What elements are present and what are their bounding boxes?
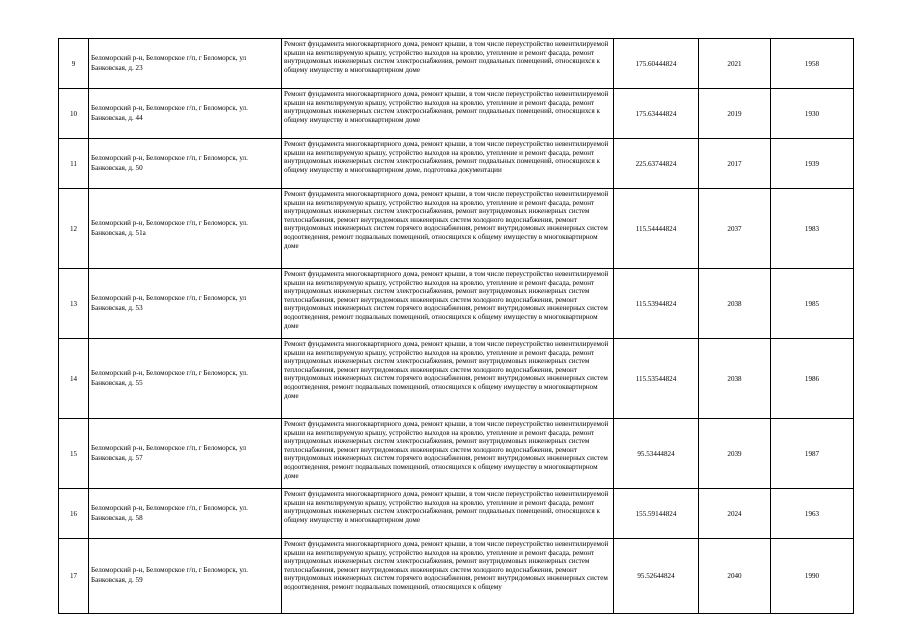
year-cell: 2021	[699, 39, 771, 89]
value-cell: 115.54444824	[614, 189, 699, 269]
table-row	[59, 419, 854, 489]
works-cell: Ремонт фундамента многоквартирного дома, ремонт крыши, в том числе переустройство невентилируемой крыши на вентилируемую крышу, устройство выходов на кровлю, утепление и ремонт фасада, ремонт внутридомовых инженерных систем электроснабжения, ремонт внутридомовых инженерных систем теплоснабжения, ремонт внутридомовых инженерных систем холодного водоснабжения, ремонт внутридомовых инженерных систем горячего водоснабжения, ремонт внутридомовых инженерных систем водоотведения, ремонт подвальных помещений, относящихся к общему имуществу в многоквартирном доме	[282, 189, 614, 269]
row-number: 12	[59, 189, 89, 269]
year-cell: 2039	[699, 419, 771, 489]
built-year-cell: 1990	[771, 539, 854, 614]
row-number: 11	[59, 139, 89, 189]
address-cell: Беломорский р-н, Беломорское г/п, г Беломорск, ул. Банковская, д. 59	[89, 539, 282, 614]
value-cell: 95.52644824	[614, 539, 699, 614]
works-cell: Ремонт фундамента многоквартирного дома, ремонт крыши, в том числе переустройство невентилируемой крыши на вентилируемую крышу, устройство выходов на кровлю, утепление и ремонт фасада, ремонт внутридомовых инженерных систем электроснабжения, ремонт подвальных помещений, относящихся к общему имуществу в многоквартирном доме	[282, 39, 614, 89]
built-year-cell: 1986	[771, 339, 854, 419]
table-row	[59, 269, 854, 339]
works-cell: Ремонт фундамента многоквартирного дома, ремонт крыши, в том числе переустройство невентилируемой крыши на вентилируемую крышу, устройство выходов на кровлю, утепление и ремонт фасада, ремонт внутридомовых инженерных систем электроснабжения, ремонт внутридомовых инженерных систем теплоснабжения, ремонт внутридомовых инженерных систем холодного водоснабжения, ремонт внутридомовых инженерных систем горячего водоснабжения, ремонт внутридомовых инженерных систем водоотведения, ремонт подвальных помещений, относящихся к общему имуществу в многоквартирном доме	[282, 419, 614, 489]
row-number: 17	[59, 539, 89, 614]
built-year-cell: 1958	[771, 39, 854, 89]
year-cell: 2040	[699, 539, 771, 614]
row-number: 15	[59, 419, 89, 489]
table-row	[59, 189, 854, 269]
value-cell: 175.63444824	[614, 89, 699, 139]
table-row	[59, 489, 854, 539]
address-cell: Беломорский р-н, Беломорское г/п, г Беломорск, ул Банковская, д. 23	[89, 39, 282, 89]
built-year-cell: 1963	[771, 489, 854, 539]
repair-schedule-table	[58, 38, 854, 614]
row-number: 9	[59, 39, 89, 89]
year-cell: 2017	[699, 139, 771, 189]
value-cell: 95.53444824	[614, 419, 699, 489]
year-cell: 2038	[699, 269, 771, 339]
built-year-cell: 1983	[771, 189, 854, 269]
address-cell: Беломорский р-н, Беломорское г/п, г Беломорск, ул. Банковская, д. 55	[89, 339, 282, 419]
address-cell: Беломорский р-н, Беломорское г/п, г Беломорск, ул. Банковская, д. 58	[89, 489, 282, 539]
works-cell: Ремонт фундамента многоквартирного дома, ремонт крыши, в том числе переустройство невентилируемой крыши на вентилируемую крышу, устройство выходов на кровлю, утепление и ремонт фасада, ремонт внутридомовых инженерных систем электроснабжения, ремонт подвальных помещений, относящихся к общему имуществу в многоквартирном доме	[282, 89, 614, 139]
row-number: 14	[59, 339, 89, 419]
table-row	[59, 39, 854, 89]
year-cell: 2037	[699, 189, 771, 269]
address-cell: Беломорский р-н, Беломорское г/п, г Беломорск, ул. Банковская, д. 51а	[89, 189, 282, 269]
row-number: 13	[59, 269, 89, 339]
row-number: 16	[59, 489, 89, 539]
address-cell: Беломорский р-н, Беломорское г/п, г Беломорск, ул Банковская, д. 57	[89, 419, 282, 489]
table-row	[59, 139, 854, 189]
built-year-cell: 1930	[771, 89, 854, 139]
works-cell: Ремонт фундамента многоквартирного дома, ремонт крыши, в том числе переустройство невентилируемой крыши на вентилируемую крышу, устройство выходов на кровлю, утепление и ремонт фасада, ремонт внутридомовых инженерных систем электроснабжения, ремонт внутридомовых инженерных систем теплоснабжения, ремонт внутридомовых инженерных систем холодного водоснабжения, ремонт внутридомовых инженерных систем горячего водоснабжения, ремонт внутридомовых инженерных систем водоотведения, ремонт подвальных помещений, относящихся к общему	[282, 539, 614, 614]
value-cell: 115.53544824	[614, 339, 699, 419]
year-cell: 2038	[699, 339, 771, 419]
row-number: 10	[59, 89, 89, 139]
value-cell: 175.60444824	[614, 39, 699, 89]
year-cell: 2024	[699, 489, 771, 539]
address-cell: Беломорский р-н, Беломорское г/п, г Беломорск, ул Банковская, д. 53	[89, 269, 282, 339]
built-year-cell: 1987	[771, 419, 854, 489]
works-cell: Ремонт фундамента многоквартирного дома, ремонт крыши, в том числе переустройство невентилируемой крыши на вентилируемую крышу, устройство выходов на кровлю, утепление и ремонт фасада, ремонт внутридомовых инженерных систем электроснабжения, ремонт внутридомовых инженерных систем теплоснабжения, ремонт внутридомовых инженерных систем холодного водоснабжения, ремонт внутридомовых инженерных систем горячего водоснабжения, ремонт внутридомовых инженерных систем водоотведения, ремонт подвальных помещений, относящихся к общему имуществу в многоквартирном доме	[282, 269, 614, 339]
works-cell: Ремонт фундамента многоквартирного дома, ремонт крыши, в том числе переустройство невентилируемой крыши на вентилируемую крышу, устройство выходов на кровлю, утепление и ремонт фасада, ремонт внутридомовых инженерных систем электроснабжения, ремонт внутридомовых инженерных систем теплоснабжения, ремонт внутридомовых инженерных систем холодного водоснабжения, ремонт внутридомовых инженерных систем горячего водоснабжения, ремонт внутридомовых инженерных систем водоотведения, ремонт подвальных помещений, относящихся к общему имуществу в многоквартирном доме	[282, 339, 614, 419]
value-cell: 115.53944824	[614, 269, 699, 339]
works-cell: Ремонт фундамента многоквартирного дома, ремонт крыши, в том числе переустройство невентилируемой крыши на вентилируемую крышу, устройство выходов на кровлю, утепление и ремонт фасада, ремонт внутридомовых инженерных систем электроснабжения, ремонт подвальных помещений, относящихся к общему имуществу в многоквартирном доме	[282, 489, 614, 539]
year-cell: 2019	[699, 89, 771, 139]
table-row	[59, 539, 854, 614]
built-year-cell: 1985	[771, 269, 854, 339]
built-year-cell: 1939	[771, 139, 854, 189]
address-cell: Беломорский р-н, Беломорское г/п, г Беломорск, ул. Банковская, д. 50	[89, 139, 282, 189]
value-cell: 155.59144824	[614, 489, 699, 539]
works-cell: Ремонт фундамента многоквартирного дома, ремонт крыши, в том числе переустройство невентилируемой крыши на вентилируемую крышу, устройство выходов на кровлю, утепление и ремонт фасада, ремонт внутридомовых инженерных систем электроснабжения, ремонт подвальных помещений, относящихся к общему имуществу в многоквартирном доме, подготовка документации	[282, 139, 614, 189]
table-row	[59, 339, 854, 419]
value-cell: 225.63744824	[614, 139, 699, 189]
table-row	[59, 89, 854, 139]
address-cell: Беломорский р-н, Беломорское г/п, г Беломорск, ул. Банковская, д. 44	[89, 89, 282, 139]
